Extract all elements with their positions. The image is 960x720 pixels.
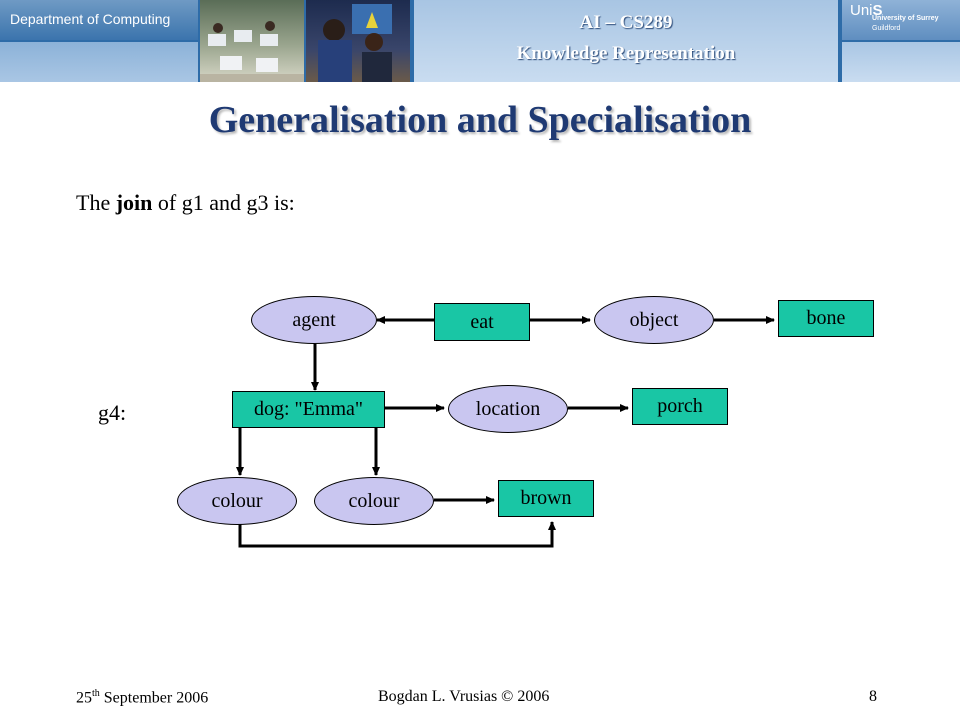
department-label: Department of Computing [10, 11, 171, 27]
university-mark-prefix: Uni [850, 2, 873, 19]
footer-date-suffix: th [92, 688, 100, 699]
course-topic: Knowledge Representation [516, 43, 736, 64]
concept-porch: porch [632, 388, 728, 425]
relation-colour-right: colour [314, 477, 434, 525]
course-code: AI – CS289 [579, 12, 673, 33]
relation-agent: agent [251, 296, 377, 344]
intro-before: The [76, 190, 116, 215]
page-number: 8 [869, 688, 877, 705]
intro-bold-join: join [115, 190, 153, 215]
university-mark-suffix: S [872, 2, 883, 19]
footer-date-day: 25 [76, 689, 92, 707]
concept-dog-emma: dog: "Emma" [232, 391, 385, 428]
slide-title: Generalisation and Specialisation [208, 99, 752, 141]
footer-date [76, 688, 208, 707]
graph-label: g4: [98, 400, 127, 425]
relation-colour-left: colour [177, 477, 297, 525]
footer-author: Bogdan L. Vrusias © 2006 [378, 688, 550, 705]
arrow-colour-left-to-brown [240, 522, 552, 546]
intro-after: of g1 and g3 is: [152, 190, 295, 215]
concept-eat: eat [434, 303, 530, 341]
university-campus: Guildford [872, 25, 901, 32]
relation-location: location [448, 385, 568, 433]
concept-bone: bone [778, 300, 874, 337]
footer-date-rest: September 2006 [99, 689, 209, 707]
concept-brown: brown [498, 480, 594, 517]
relation-object: object [594, 296, 714, 344]
university-name: University of Surrey [872, 15, 939, 22]
